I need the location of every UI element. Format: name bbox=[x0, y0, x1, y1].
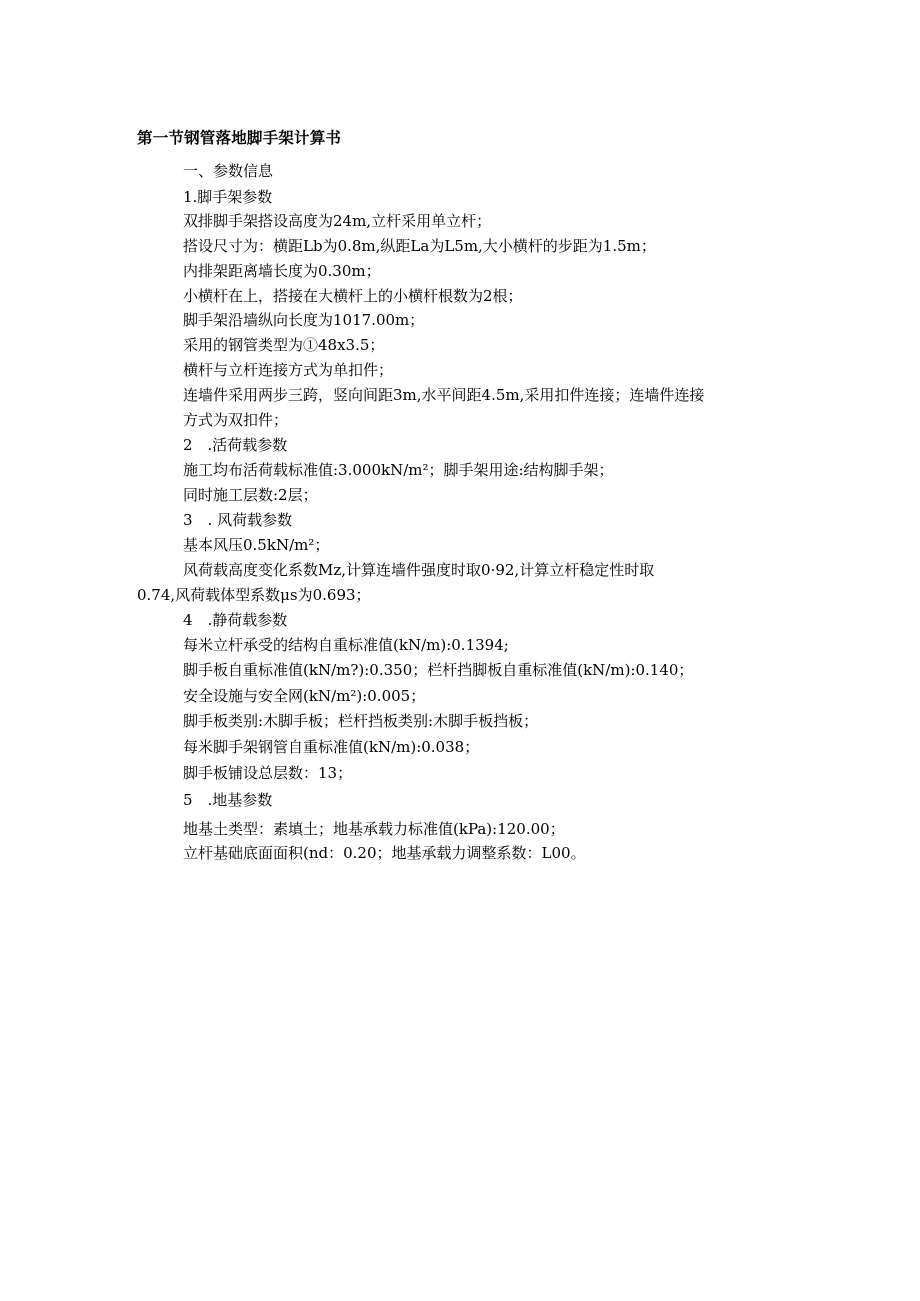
text-line: 脚手板类别:木脚手板；栏杆挡板类别:木脚手板挡板； bbox=[183, 712, 539, 730]
text-line: 方式为双扣件； bbox=[183, 411, 289, 429]
text-line: 采用的钢管类型为①48x3.5； bbox=[183, 336, 385, 354]
text-line: 搭设尺寸为：横距Lb为0.8m,纵距La为L5m,大小横杆的步距为1.5m； bbox=[183, 237, 656, 255]
text-line: 脚手架沿墙纵向长度为1017.00m； bbox=[183, 311, 425, 329]
text-line: 基本风压0.5kN/m²； bbox=[183, 536, 330, 554]
section-title: 第一节钢管落地脚手架计算书 bbox=[137, 128, 342, 147]
text-line: 施工均布活荷载标准值:3.000kN/m²；脚手架用途:结构脚手架； bbox=[183, 461, 614, 479]
text-line: 风荷载高度变化系数Mz,计算连墙件强度时取0·92,计算立杆稳定性时取 bbox=[183, 561, 655, 579]
text-line: 脚手板铺设总层数：13； bbox=[183, 764, 353, 782]
text-line: 小横杆在上，搭接在大横杆上的小横杆根数为2根； bbox=[183, 287, 523, 305]
subheading-foundation: 5 .地基参数 bbox=[183, 791, 273, 809]
subheading-wind-load: 3 . 风荷载参数 bbox=[183, 511, 293, 529]
text-line: 同时施工层数:2层； bbox=[183, 486, 318, 504]
subheading-scaffold-params: 1.脚手架参数 bbox=[183, 188, 273, 206]
heading-parameter-info: 一、参数信息 bbox=[183, 162, 274, 180]
text-line: 脚手板自重标准值(kN/m?):0.350；栏杆挡脚板自重标准值(kN/m):0.140； bbox=[183, 661, 694, 679]
text-line: 立杆基础底面面积(nd：0.20；地基承载力调整系数：L00。 bbox=[183, 844, 586, 862]
text-line: 双排脚手架搭设高度为24m,立杆采用单立杆； bbox=[183, 212, 492, 230]
text-line: 地基土类型：素填土；地基承载力标准值(kPa):120.00； bbox=[183, 820, 565, 838]
text-line: 每米脚手架钢管自重标准值(kN/m):0.038； bbox=[183, 738, 480, 756]
subheading-static-load: 4 .静荷载参数 bbox=[183, 611, 288, 629]
text-line: 横杆与立杆连接方式为单扣件； bbox=[183, 361, 394, 379]
text-line: 每米立杆承受的结构自重标准值(kN/m):0.1394; bbox=[183, 636, 509, 654]
text-line: 安全设施与安全网(kN∕m²):0.005； bbox=[183, 687, 426, 705]
text-line: 连墙件采用两步三跨，竖向间距3m,水平间距4.5m,采用扣件连接；连墙件连接 bbox=[183, 386, 705, 404]
subheading-live-load: 2 .活荷载参数 bbox=[183, 436, 288, 454]
text-line: 内排架距离墙长度为0.30m； bbox=[183, 262, 381, 280]
text-line: 0.74,风荷载体型系数μs为0.693； bbox=[137, 586, 371, 604]
